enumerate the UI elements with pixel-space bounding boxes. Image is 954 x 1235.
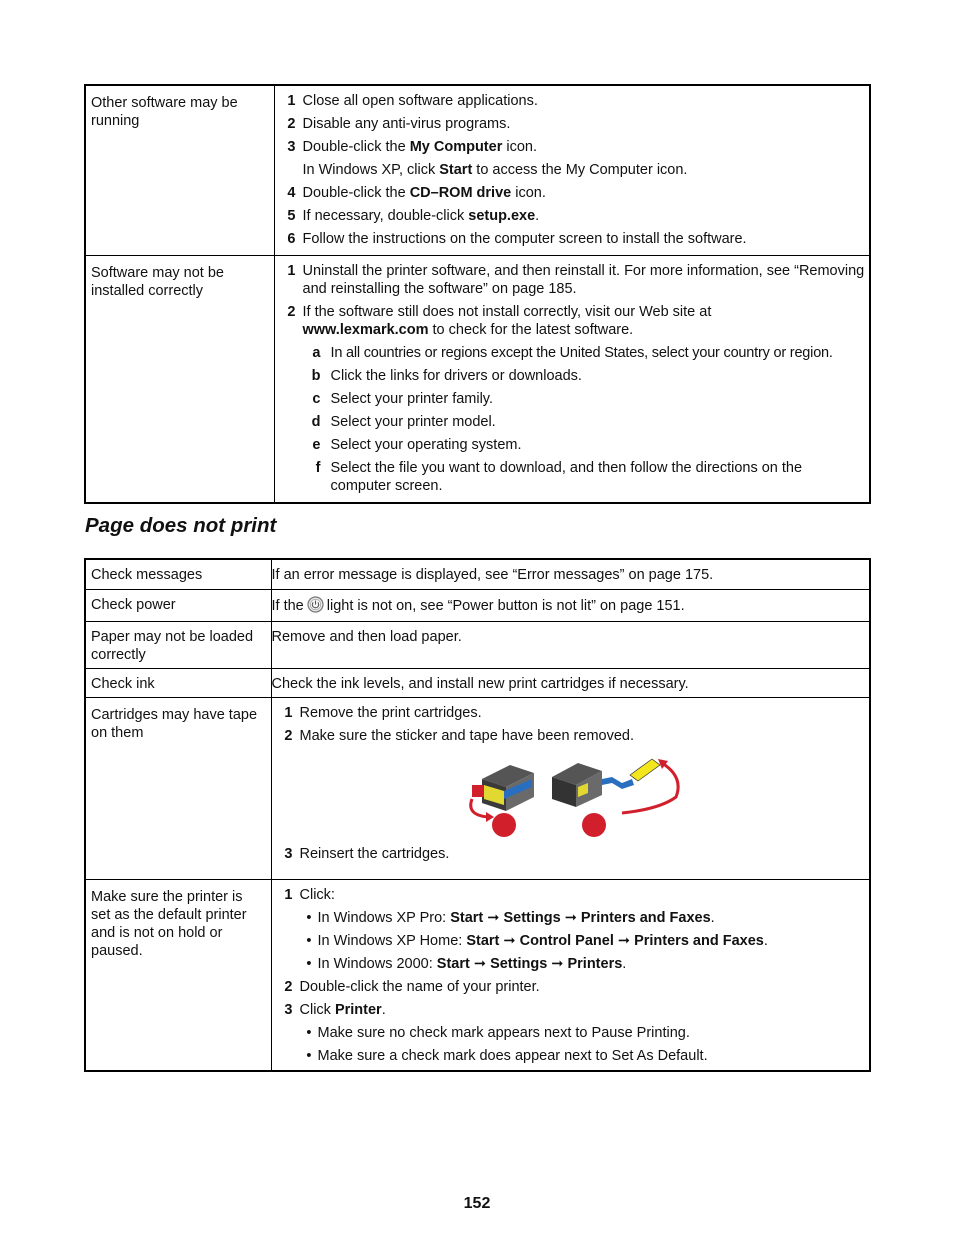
troubleshooting-table-software <box>84 84 871 504</box>
sub-step: c Select your printer family. <box>312 391 494 407</box>
step: 3 Reinsert the cartridges. <box>284 845 450 862</box>
step: 2 Double-click the name of your printer. <box>284 978 540 995</box>
website-link[interactable]: www.lexmark.com <box>302 322 429 338</box>
sub-step: a In all countries or regions except the United States, select your country or region. <box>312 345 833 361</box>
sub-step: d Select your printer model. <box>311 414 496 430</box>
power-button-icon <box>307 596 324 618</box>
cause-cell: Cartridges may have tape on them <box>85 697 271 879</box>
step: 1 Close all open software applications. <box>287 93 538 109</box>
sub-step: f Select the file you want to download, and then follow the directions on the computer screen. <box>315 460 803 494</box>
page-number: 152 <box>463 1195 491 1212</box>
list-item: • In Windows XP Pro: Start ➞ Settings ➞ Printers and Faxes. <box>306 909 715 926</box>
table-row <box>85 697 870 879</box>
cause-cell: Software may not be installed correctly <box>85 256 274 503</box>
table-row <box>85 589 870 621</box>
solution-cell: If an error message is displayed, see “Error messages” on page 175. <box>271 559 870 589</box>
sub-step: b Click the links for drivers or downloads. <box>311 368 582 384</box>
table-row <box>85 256 870 503</box>
step: 1 Remove the print cartridges. <box>284 704 482 721</box>
table-row <box>85 668 870 697</box>
cartridge-tape-removal-illustration <box>462 751 702 841</box>
solution-cell: Check the ink levels, and install new print cartridges if necessary. <box>271 668 870 697</box>
table-row <box>85 621 870 668</box>
list-item: • In Windows XP Home: Start ➞ Control Panel ➞ Printers and Faxes. <box>306 932 768 949</box>
step-note: In Windows XP, click Start to access the My Computer icon. <box>302 162 688 178</box>
step: 2 Make sure the sticker and tape have been removed. <box>284 727 634 744</box>
table-row <box>85 85 870 256</box>
cause-cell: Other software may be running <box>85 85 274 256</box>
solution-cell: If the light is not on, see “Power button is not lit” on page 151. <box>271 589 870 621</box>
solution-cell <box>274 256 870 503</box>
step: 3 Click Printer. <box>284 1001 386 1018</box>
step: 1 Click: <box>284 886 335 903</box>
list-item: • Make sure a check mark does appear next to Set As Default. <box>306 1047 708 1064</box>
step: 1 Uninstall the printer software, and then reinstall it. For more information, see “Removing and reinstalling the software” on page 185. <box>287 263 865 297</box>
cause-cell: Check ink <box>85 668 271 697</box>
cause-cell: Make sure the printer is set as the default printer and is not on hold or paused. <box>85 879 271 1071</box>
step: 5 If necessary, double-click setup.exe. <box>287 208 540 224</box>
step: 6 Follow the instructions on the computer screen to install the software. <box>287 231 747 247</box>
solution-cell: Remove and then load paper. <box>271 621 870 668</box>
section-title: Page does not print <box>85 514 277 537</box>
step: 2 If the software still does not install correctly, visit our Web site at www.lexmark.com to check for the latest software. <box>287 304 712 338</box>
solution-cell <box>271 697 870 879</box>
list-item: • Make sure no check mark appears next to Pause Printing. <box>306 1024 690 1041</box>
table-row <box>85 559 870 589</box>
cause-cell: Check messages <box>85 559 271 589</box>
solution-cell <box>274 85 870 256</box>
sub-step: e Select your operating system. <box>312 437 522 453</box>
step: 3 Double-click the My Computer icon. <box>287 139 538 155</box>
troubleshooting-table-printing <box>84 558 871 1072</box>
step: 2 Disable any anti-virus programs. <box>287 116 511 132</box>
step: 4 Double-click the CD–ROM drive icon. <box>287 185 546 201</box>
solution-cell <box>271 879 870 1071</box>
cause-cell: Paper may not be loaded correctly <box>85 621 271 668</box>
cause-cell: Check power <box>85 589 271 621</box>
list-item: • In Windows 2000: Start ➞ Settings ➞ Printers. <box>306 955 627 972</box>
table-row <box>85 879 870 1071</box>
